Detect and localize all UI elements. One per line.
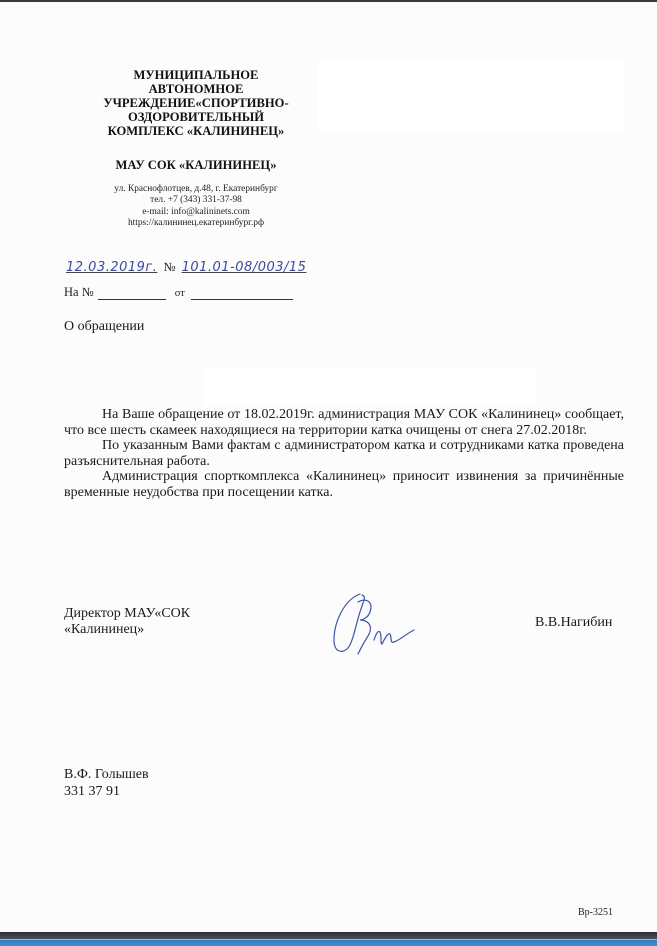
handwritten-date: 12.03.2019г. (66, 260, 158, 275)
phone: тел. +7 (343) 331-37-98 (150, 195, 242, 206)
redacted-addressee-block (318, 62, 624, 132)
signatory-title (64, 606, 190, 638)
contact-block (80, 184, 312, 229)
body-paragraph: Администрация спорткомплекса «Калининец» приносит извинения за причинённые временные неудобства при посещении катка. (64, 469, 624, 500)
email: e-mail: info@kalininets.com (142, 206, 250, 217)
document-number: Вр-3251 (578, 907, 613, 918)
org-line: АВТОНОМНОЕ (148, 82, 244, 96)
ref-date-blank (191, 287, 293, 300)
number-sign: № (163, 260, 176, 274)
executor-block (64, 766, 149, 800)
handwritten-number: 101.01-08/003/15 (181, 260, 307, 275)
redacted-salutation-block (205, 368, 535, 406)
org-line: КОМПЛЕКС «КАЛИНИНЕЦ» (107, 124, 285, 138)
website: https://калининец.екатеринбург.рф (127, 217, 265, 228)
signatory-name: В.В.Нагибин (535, 615, 613, 630)
reference-line (64, 285, 293, 300)
executor-name: В.Ф. Голышев (64, 767, 149, 782)
ref-number-blank (98, 287, 166, 300)
body-paragraph: На Ваше обращение от 18.02.2019г. администрация МАУ СОК «Калининец» сообщает, что все шесть скамеек находящиеся на территории катка очищены от снега 27.02.2018г. (64, 407, 624, 438)
registration-line (66, 260, 306, 275)
ref-from-label: от (174, 287, 185, 299)
org-line: МУНИЦИПАЛЬНОЕ (133, 68, 259, 82)
letter-body (64, 407, 624, 501)
taskbar (0, 940, 657, 946)
org-line: УЧРЕЖДЕНИЕ«СПОРТИВНО- (103, 96, 289, 110)
body-paragraph: По указанным Вами фактам с администратором катка и сотрудниками катка проведена разъяснительная работа. (64, 438, 624, 469)
handwritten-signature (330, 592, 450, 658)
address: ул. Краснофлотцев, д.48, г. Екатеринбург (114, 184, 278, 194)
organization-short-name: МАУ СОК «КАЛИНИНЕЦ» (115, 158, 277, 172)
signatory-title-line: Директор МАУ«СОК (64, 606, 191, 621)
subject-line: О обращении (64, 319, 145, 334)
window-top-edge (0, 0, 657, 2)
organization-name (92, 68, 300, 138)
taskbar-dark-strip (0, 932, 657, 939)
ref-label: На № (64, 285, 94, 299)
org-line: ОЗДОРОВИТЕЛЬНЫЙ (127, 110, 265, 124)
signatory-title-line: «Калининец» (64, 622, 145, 637)
executor-phone: 331 37 91 (64, 784, 120, 799)
